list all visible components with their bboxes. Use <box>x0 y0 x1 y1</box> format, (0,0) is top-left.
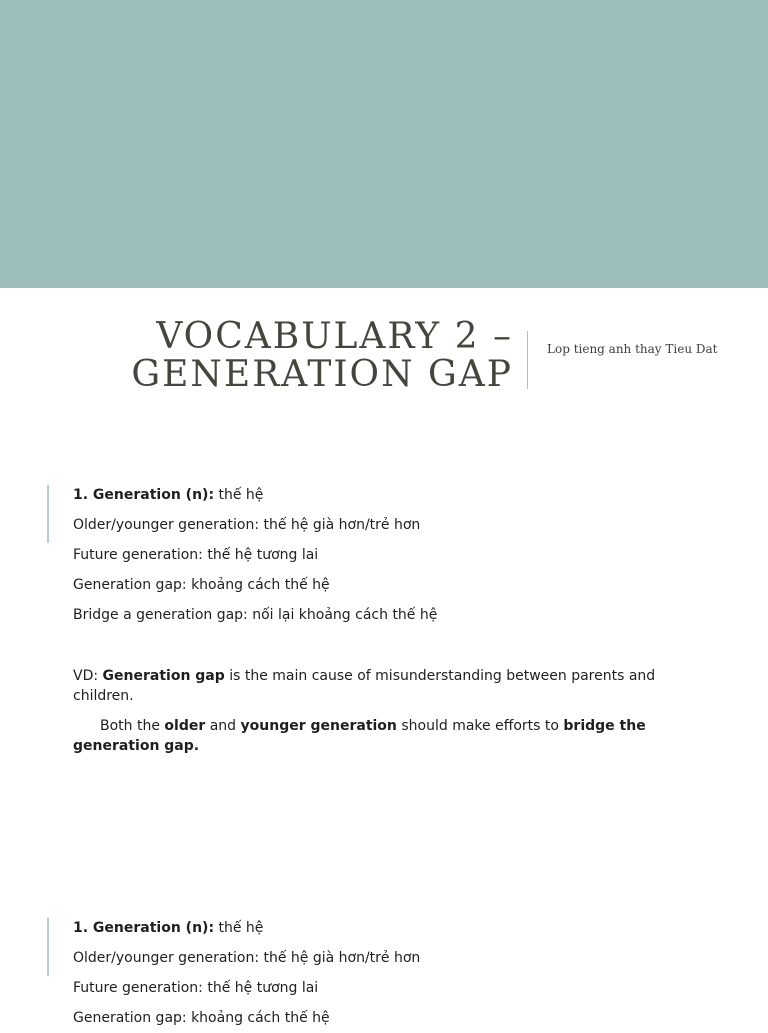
vocab-item: Older/younger generation: thế hệ già hơn/trẻ hơn <box>73 517 421 533</box>
title-divider <box>527 331 528 389</box>
vocab-term: 1. Generation (n): <box>73 920 215 936</box>
accent-bar <box>47 918 49 976</box>
example-text: should make efforts to <box>396 718 564 734</box>
subtitle: Lop tieng anh thay Tieu Dat <box>547 342 718 356</box>
vocab-item <box>73 913 420 943</box>
example-sentence-2 <box>73 716 673 756</box>
example-keyword: Generation gap <box>102 668 225 684</box>
vocab-list <box>73 480 437 630</box>
vocab-term: 1. Generation (n): <box>73 487 215 503</box>
example-keyword: older <box>164 718 206 734</box>
example-text: and <box>205 718 241 734</box>
example-keyword: bridge the generation gap. <box>73 718 646 754</box>
vocab-item: Bridge a generation gap: nối lại khoảng cách thế hệ <box>73 607 438 623</box>
vocab-item: Future generation: thế hệ tương lai <box>73 547 319 563</box>
example-sentence-1 <box>73 666 673 706</box>
vocab-item <box>73 480 437 510</box>
page-title-line-1: VOCABULARY 2 – <box>156 316 513 357</box>
vocab-meaning: thế hệ <box>214 487 264 503</box>
vocab-item: Future generation: thế hệ tương lai <box>73 980 319 996</box>
page-title <box>93 318 513 394</box>
example-keyword: younger generation <box>240 718 397 734</box>
example-text: is the main cause of misunderstanding between parents and children. <box>73 668 656 704</box>
vocab-item: Generation gap: khoảng cách thế hệ <box>73 1010 330 1026</box>
example-text: Both the <box>100 718 165 734</box>
vocab-meaning: thế hệ <box>214 920 264 936</box>
example-block <box>73 666 673 756</box>
vocab-item: Older/younger generation: thế hệ già hơn/trẻ hơn <box>73 950 421 966</box>
page-title-line-2: GENERATION GAP <box>131 354 513 395</box>
vocab-item: Generation gap: khoảng cách thế hệ <box>73 577 330 593</box>
title-header-band <box>0 0 768 288</box>
example-label: VD: <box>73 668 103 684</box>
accent-bar <box>47 485 49 543</box>
vocab-list <box>73 913 420 1033</box>
